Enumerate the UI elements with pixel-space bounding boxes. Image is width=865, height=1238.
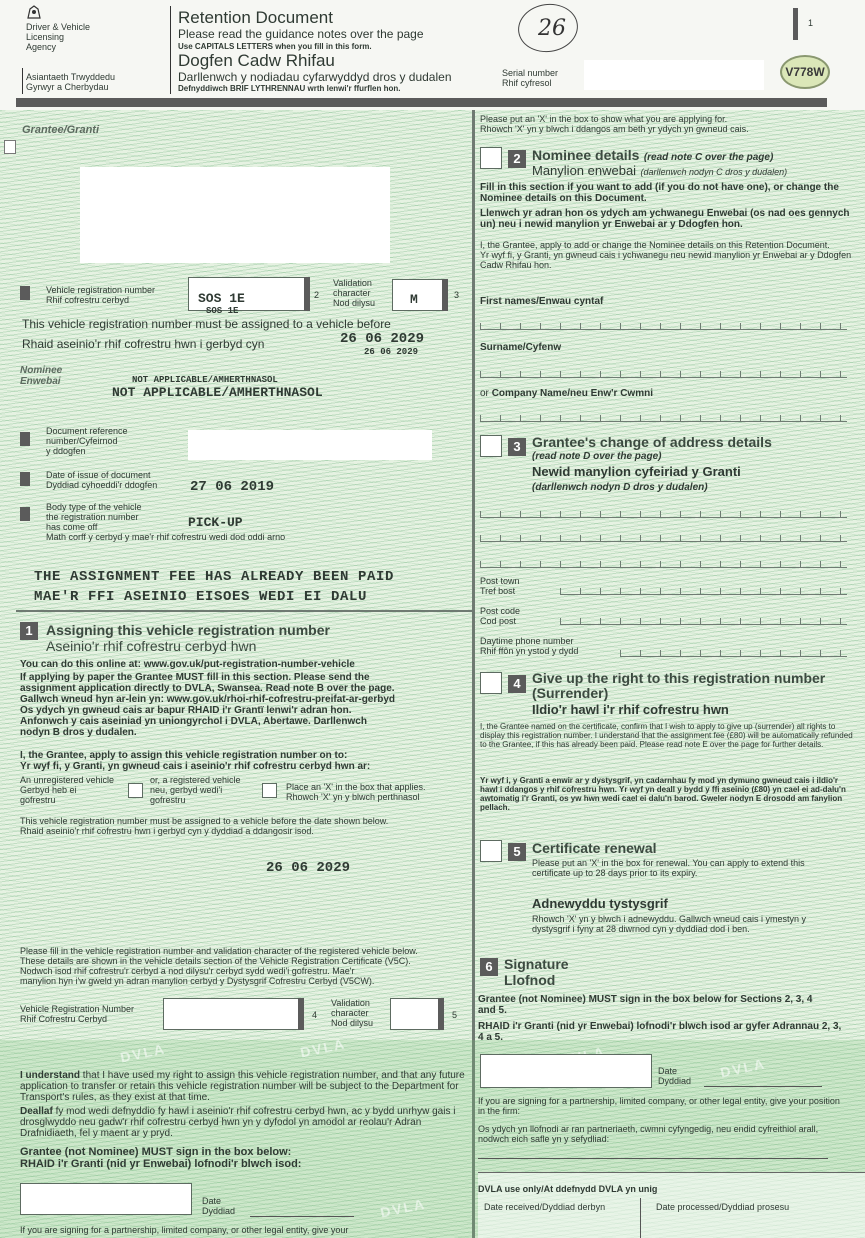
watermark-text: DVLA — [118, 1040, 168, 1066]
left-date-label: Date Dyddiad — [202, 1196, 236, 1216]
left-date-line — [250, 1216, 354, 1217]
right-intro: Please put an 'X' in the box to show what you are applying for. Rhowch 'X' yn y blwch i ddangos am beth yr ydych yn gwneud cais. — [480, 114, 749, 134]
partnership-en: If you are signing for a partnership, limited company, or other legal entity, give your position in the firm: — [478, 1096, 840, 1116]
unregistered-checkbox[interactable] — [128, 783, 143, 798]
section-6-number: 6 — [480, 958, 498, 976]
grantee-label: Grantee/Granti — [22, 124, 100, 136]
fill-in-instructions: Please fill in the vehicle registration number and validation character of the registered vehicle below. These details are shown in the vehicle details section of the Vehicle Registration Certificate (V5C). Nodwch isod rhif cofrestru'r cerbyd a nod dilysu'r cerbyd sydd wedi'i gofrestru. Mae'r manylion hyn i'w gweld yn adran manylion cerbyd y Dystysgrif Cofrestru Cerbyd (V5CW). — [20, 946, 418, 986]
date-processed-label: Date processed/Dyddiad prosesu — [656, 1202, 790, 1212]
header-background — [0, 0, 865, 110]
validation-value: M — [410, 292, 418, 307]
address-checkbox[interactable] — [480, 435, 502, 457]
nominee-value-small: NOT APPLICABLE/AMHERTHNASOL — [132, 375, 278, 385]
fee-cy: MAE'R FFI ASEINIO EISOES WEDI EI DALU — [34, 589, 368, 605]
validation-box — [392, 279, 444, 311]
section-2-apply: I, the Grantee, apply to add or change the Nominee details on this Retention Document. Yr wyf fi, y Granti, yn gwneud cais i ychwanegu neu newid manylion yr Enwebai ar y Ddogfen Cadw Rhifau hon. — [480, 240, 852, 270]
header-divider — [170, 6, 171, 94]
validation-entry-num: 5 — [452, 1010, 458, 1020]
validation-marker — [442, 279, 448, 311]
section-4-para-cy: Yr wyf i, y Granti a enwir ar y dystysgrif, yn cadarnhau fy mod yn dymuno gwneud cais i ildio'r hawl i ddangos y rhif cofrestru hwn. Yr wyf yn deall y bydd y ffi aseinio (£80) yn cael ei ad-dalu'n awtomatig i'r Granti, os yw hwn wedi cael ei dalu'n barod. Gweler nodyn E drosodd am fanylion pellach. — [480, 776, 846, 812]
watermark-text: DVLA — [298, 1035, 348, 1061]
date-received-label: Date received/Dyddiad derbyn — [484, 1202, 606, 1212]
title-en: Retention Document — [178, 8, 333, 27]
right-signature-box[interactable] — [480, 1054, 652, 1088]
section-4-title-cy: Ildio'r hawl i'r rhif cofrestru hwn — [532, 702, 729, 717]
section-4-title-en: Give up the right to this registration number (Surrender) — [532, 670, 826, 701]
vrn-entry-field[interactable] — [163, 998, 300, 1030]
section-3-note-en: (read note D over the page) — [532, 451, 662, 462]
validation-entry-field[interactable] — [390, 998, 440, 1030]
online-text: You can do this online at: www.gov.uk/put-registration-number-vehicle — [20, 659, 355, 670]
must-sign: Grantee (not Nominee) MUST sign in the box below: RHAID i'r Granti (nid yr Enwebai) lofnodi'r blwch isod: — [20, 1146, 302, 1170]
section-rule — [16, 610, 472, 612]
surrender-checkbox[interactable] — [480, 672, 502, 694]
capitals-en: Use CAPITALS LETTERS when you fill in this form. — [178, 42, 372, 51]
capitals-cy: Defnyddiwch BRIF LYTHRENNAU wrth lenwi'r ffurflen hon. — [178, 84, 401, 93]
vrn-value-small: SOS 1E — [206, 306, 239, 316]
left-signature-box[interactable] — [20, 1183, 192, 1215]
field-marker — [20, 432, 30, 446]
registered-checkbox[interactable] — [262, 783, 277, 798]
partnership-cy: Os ydych yn llofnodi ar ran partneriaeth, cwmni cyfyngedig, neu endid cyfreithiol arall, nodwch eich safle yn y sefydliad: — [478, 1124, 819, 1144]
section-2-number: 2 — [508, 150, 526, 168]
right-date-line — [704, 1086, 822, 1087]
title-cy: Dogfen Cadw Rhifau — [178, 51, 335, 70]
assign-before-cy: Rhaid aseinio'r rhif cofrestru hwn i gerbyd cyn — [22, 337, 265, 351]
guidance-en: Please read the guidance notes over the page — [178, 27, 424, 41]
unregistered-label: An unregistered vehicle Gerbyd heb ei gofrestru — [20, 775, 115, 805]
docref-redacted — [188, 430, 432, 460]
vrn-label: Vehicle registration number Rhif cofrestru cerbyd — [46, 285, 156, 305]
form-code-badge: V778W — [780, 55, 830, 89]
company-field[interactable] — [480, 410, 847, 422]
section-5-title-en: Certificate renewal — [532, 840, 657, 856]
right-date-label: Date Dyddiad — [658, 1066, 692, 1086]
assign-date: 26 06 2029 — [340, 331, 425, 347]
validation-label: Validation character Nod dilysu — [333, 278, 376, 308]
surname-label: Surname/Cyfenw — [480, 342, 562, 353]
section-1-number: 1 — [20, 622, 38, 640]
post-town-field[interactable] — [560, 583, 847, 595]
agency-name-cy: Asiantaeth Trwyddedu Gyrwyr a Cherbydau — [26, 72, 116, 92]
understand-cy: Deallaf fy mod wedi defnyddio fy hawl i aseinio'r rhif cofrestru cerbyd hwn, ac y bydd unrhyw gais i drosglwyddo neu gadw'r rhif cofrestru cerbyd hwn yn y dyfodol yn amodol ar reolau'r Adran Drafnidiaeth, fel y maent ar y pryd. — [20, 1106, 456, 1139]
renewal-checkbox[interactable] — [480, 840, 502, 862]
address-line-3[interactable] — [480, 556, 847, 568]
understand-en: I understand that I have used my right to assign this vehicle registration number, and that any future application to transfer or retain this vehicle registration number will be subject to the Department for Transport's rules, as they exist at that time. — [20, 1070, 465, 1103]
handwritten-number: 26 — [538, 16, 566, 41]
assign-note: This vehicle registration number must be assigned to a vehicle before the date shown below. Rhaid aseinio'r rhif cofrestru hwn i gerbyd cyn y dyddiad a ddangosir isod. — [20, 816, 389, 836]
body-label: Body type of the vehicle the registration number has come off Math corff y cerbyd y mae'r rhif cofrestru wedi dod oddi arno — [46, 502, 286, 542]
place-x-note: Place an 'X' in the box that applies. Rhowch 'X' yn y blwch perthnasol — [286, 782, 426, 802]
post-town-label: Post town Tref bost — [480, 576, 520, 596]
section-1-title-cy: Aseinio'r rhif cofrestru cerbyd hwn — [46, 638, 257, 654]
phone-field[interactable] — [620, 645, 847, 657]
section-2-title-cy: Manylion enwebai (darllenwch nodyn C dros y dudalen) — [532, 163, 788, 178]
issue-value: 27 06 2019 — [190, 479, 275, 495]
section-5-title-cy: Adnewyddu tystysgrif — [532, 896, 668, 911]
post-code-field[interactable] — [560, 613, 847, 625]
section-1-title-en: Assigning this vehicle registration number — [46, 622, 330, 638]
section-5-number: 5 — [508, 843, 526, 861]
section-3-title-cy: Newid manylion cyfeiriad y Granti — [532, 464, 741, 479]
docref-label: Document reference number/Cyfeirnod y ddogfen — [46, 426, 128, 456]
vrn-entry-label: Vehicle Registration Number Rhif Cofrestru Cerbyd — [20, 1004, 135, 1024]
section-3-note-cy: (darllenwch nodyn D dros y dudalen) — [532, 482, 708, 493]
guidance-cy: Darllenwch y nodiadau cyfarwyddyd dros y dudalen — [178, 70, 452, 84]
section-6-title-en: Signature — [504, 956, 569, 972]
field-marker — [20, 286, 30, 300]
vrn-entry-marker — [298, 998, 304, 1030]
validation-num: 3 — [454, 290, 460, 300]
header-rule — [16, 98, 827, 107]
dvla-use-divider — [640, 1198, 641, 1238]
assign-before-en: This vehicle registration number must be assigned to a vehicle before — [22, 317, 391, 331]
serial-label: Serial number Rhif cyfresol — [502, 68, 559, 88]
vrn-entry-num: 4 — [312, 1010, 318, 1020]
section-2-para-en: Fill in this section if you want to add (if you do not have one), or change the Nominee details on this Document. — [480, 182, 839, 204]
section-3-title-en: Grantee's change of address details — [532, 434, 772, 450]
first-names-field[interactable] — [480, 318, 847, 330]
section-5-para-cy: Rhowch 'X' yn y blwch i adnewyddu. Gallwch wneud cais i ymestyn y dystysgrif i fyny at 28 diwrnod cyn y dyddiad dod i ben. — [532, 914, 807, 934]
field-marker — [20, 472, 30, 486]
field-marker — [20, 507, 30, 521]
phone-label: Daytime phone number Rhif ffôn yn ystod y dydd — [480, 636, 579, 656]
watermark-text: DVLA — [718, 1055, 768, 1081]
validation-entry-label: Validation character Nod dilysu — [331, 998, 374, 1028]
post-code-label: Post code Cod post — [480, 606, 521, 626]
header-marker — [793, 8, 798, 40]
vrn-marker — [304, 277, 310, 311]
margin-box — [4, 140, 16, 154]
dvla-use-label: DVLA use only/At ddefnydd DVLA yn unig — [478, 1184, 658, 1194]
section-3-number: 3 — [508, 438, 526, 456]
address-line-1[interactable] — [480, 506, 847, 518]
grantee-address-redacted — [80, 167, 390, 263]
section-2-title: Nominee details (read note C over the page) — [532, 147, 774, 163]
vrn-value: SOS 1E — [198, 291, 245, 306]
paper-instructions: If applying by paper the Grantee MUST fill in this section. Please send the assignment application directly to DVLA, Swansea. Read note B over the page. Gallwch wneud hyn ar-lein yn: www.gov.uk/rhoi-rhif-cofrestru-preifat-ar-gerbyd Os ydych yn gwneud cais ar bapur RHAID i'r Grantï lenwi'r adran hon. Anfonwch y cais aseiniad yn uniongyrchol i DVLA, Abertawe. Darllenwch nodyn B dros y dudalen. — [20, 672, 396, 738]
position-line — [478, 1158, 828, 1159]
section-4-number: 4 — [508, 675, 526, 693]
assign-date-small: 26 06 2029 — [364, 347, 419, 357]
section-5-para-en: Please put an 'X' in the box for renewal. You can apply to extend this certificate up to 28 days prior to its expiry. — [532, 858, 805, 878]
page-number: 1 — [808, 18, 814, 28]
section-2-para-cy: Llenwch yr adran hon os ydych am ychwanegu Enwebai (os nad oes gennych un) neu i newid manylion yr Enwebai ar y Ddogfen hon. — [480, 208, 850, 230]
crest-icon — [26, 4, 42, 20]
registered-label: or, a registered vehicle neu, gerbyd wedi'i gofrestru — [150, 775, 241, 805]
nominee-value: NOT APPLICABLE/AMHERTHNASOL — [112, 385, 323, 400]
nominee-checkbox[interactable] — [480, 147, 502, 169]
fee-en: THE ASSIGNMENT FEE HAS ALREADY BEEN PAID — [34, 569, 395, 585]
issue-label: Date of issue of document Dyddiad cyhoeddi'r ddogfen — [46, 470, 158, 490]
agency-name-en: Driver & Vehicle Licensing Agency — [26, 22, 91, 52]
nominee-label: Nominee Enwebai — [20, 365, 63, 387]
grantee-apply: I, the Grantee, apply to assign this vehicle registration number on to: Yr wyf fi, y Granti, yn gwneud cais i aseinio'r rhif cofrestru cerbyd hwn ar: — [20, 750, 371, 772]
section-6-title-cy: Llofnod — [504, 972, 556, 988]
address-line-2[interactable] — [480, 530, 847, 542]
vrn-num: 2 — [314, 290, 320, 300]
section-1-date: 26 06 2029 — [266, 860, 351, 876]
validation-entry-marker — [438, 998, 444, 1030]
agency-divider — [22, 68, 23, 94]
partnership-note: If you are signing for a partnership, limited company, or other legal entity, give your — [20, 1225, 349, 1235]
serial-number-redacted — [584, 60, 764, 90]
surname-field[interactable] — [480, 366, 847, 378]
section-6-must-cy: RHAID i'r Granti (nid yr Enwebai) lofnodi'r blwch isod ar gyfer Adrannau 2, 3, 4 a 5. — [478, 1021, 842, 1043]
section-6-must-en: Grantee (not Nominee) MUST sign in the box below for Sections 2, 3, 4 and 5. — [478, 994, 813, 1016]
company-label: or Company Name/neu Enw'r Cwmni — [480, 388, 653, 399]
watermark-text: DVLA — [378, 1195, 428, 1221]
section-4-para-en: I, the Grantee named on the certificate, confirm that I wish to apply to give up (surrender) all rights to display this registration number. I understand that the assignment fee (£80) will be automatically refunded to the Grantee, if this has already been paid. Please read note E over the page for further details. — [480, 722, 853, 749]
body-value: PICK-UP — [188, 515, 243, 530]
first-names-label: First names/Enwau cyntaf — [480, 296, 604, 307]
